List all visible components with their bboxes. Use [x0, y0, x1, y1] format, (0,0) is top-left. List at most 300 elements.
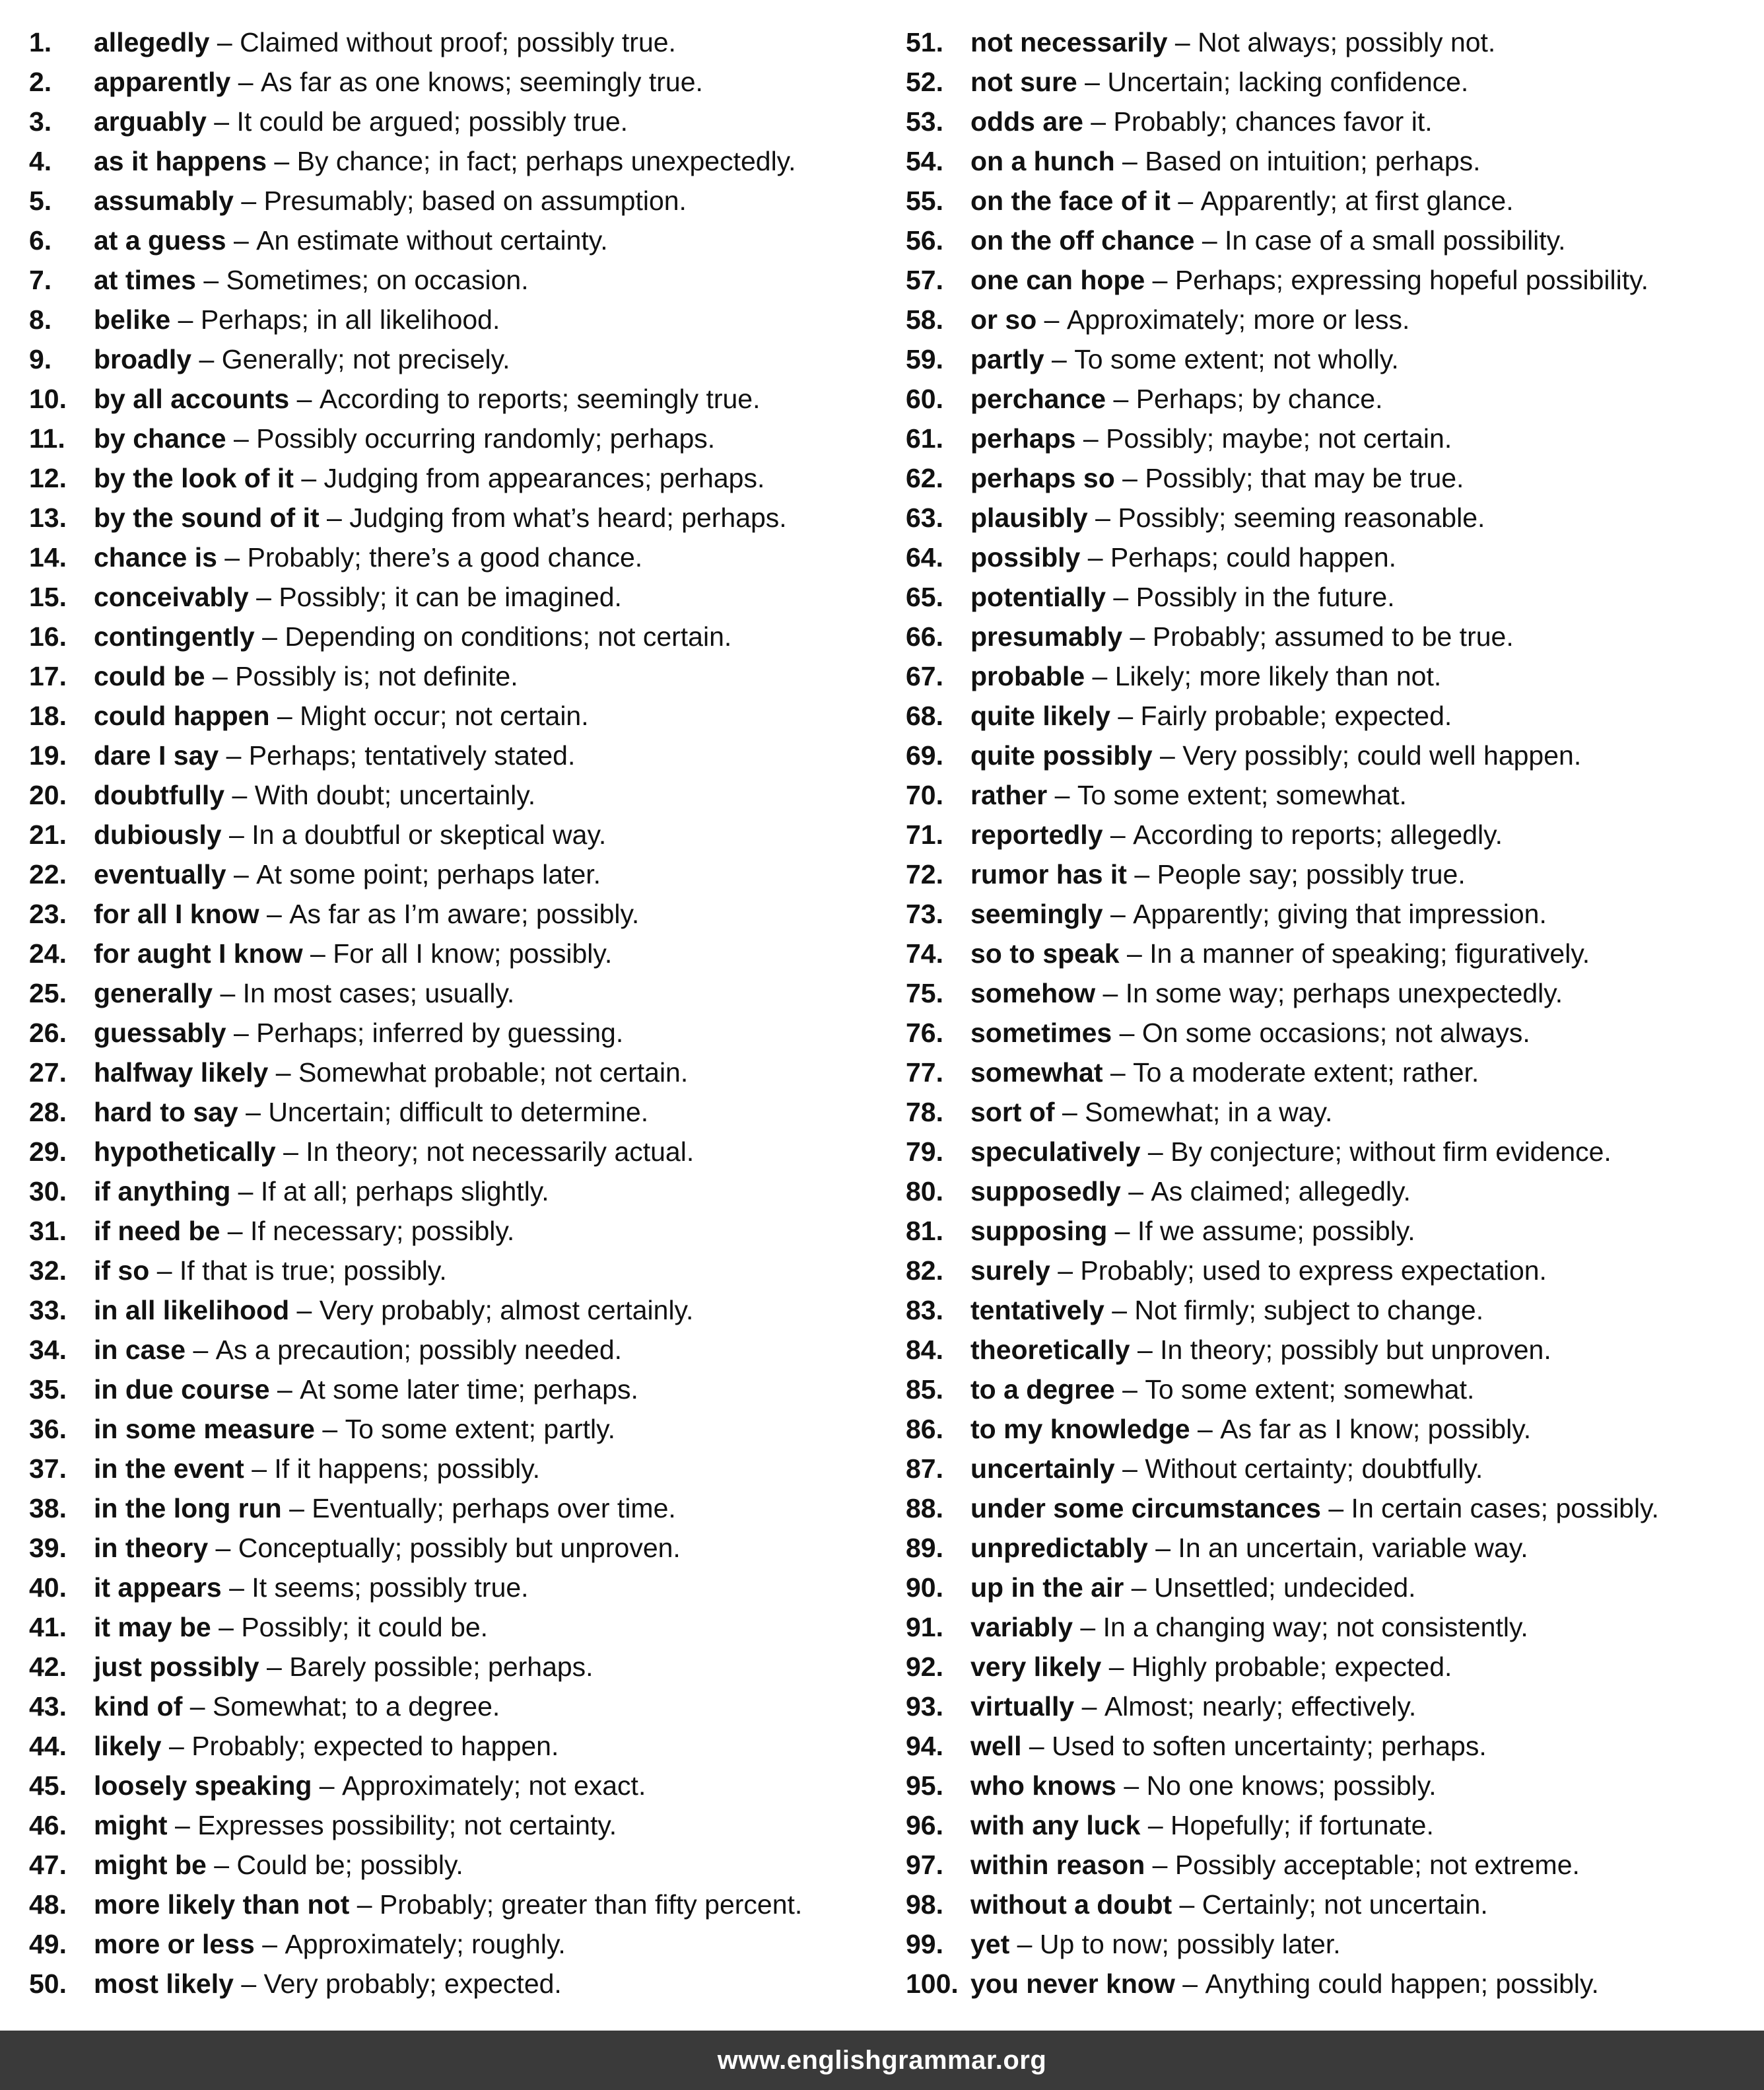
item-number: 64. — [906, 542, 943, 573]
list-item — [906, 300, 1757, 339]
item-term: variably — [970, 1612, 1073, 1642]
item-definition: Sometimes; on occasion. — [226, 265, 529, 295]
item-definition: In certain cases; possibly. — [1351, 1493, 1659, 1523]
item-definition: Approximately; roughly. — [285, 1929, 566, 1959]
item-term: more or less — [94, 1929, 255, 1959]
item-dash: – — [1050, 1255, 1081, 1286]
item-dash: – — [1147, 1533, 1178, 1563]
item-dash: – — [1106, 582, 1136, 612]
item-definition: Possibly; it can be imagined. — [279, 582, 622, 612]
item-term: perchance — [970, 384, 1106, 414]
item-dash: – — [1320, 1493, 1351, 1523]
item-definition: As a precaution; possibly needed. — [215, 1335, 623, 1365]
item-dash: – — [170, 304, 201, 335]
item-term: apparently — [94, 67, 231, 97]
list-item — [29, 1845, 874, 1885]
item-term: yet — [970, 1929, 1010, 1959]
item-dash: – — [217, 542, 248, 573]
item-term: belike — [94, 304, 171, 335]
item-dash: – — [248, 582, 279, 612]
item-dash: – — [1120, 1176, 1151, 1206]
item-number: 58. — [906, 304, 943, 335]
list-item — [906, 62, 1757, 102]
list-item — [906, 973, 1757, 1013]
item-number: 83. — [906, 1295, 943, 1325]
item-number: 40. — [29, 1572, 67, 1603]
item-dash: – — [1080, 542, 1110, 573]
item-definition: Probably; there’s a good chance. — [247, 542, 643, 573]
item-number: 12. — [29, 463, 67, 493]
list-item — [29, 577, 874, 617]
item-number: 20. — [29, 780, 67, 810]
item-dash: – — [1140, 1810, 1171, 1840]
item-definition: According to reports; allegedly. — [1133, 819, 1503, 850]
item-definition: People say; possibly true. — [1157, 859, 1466, 889]
item-term: unpredictably — [970, 1533, 1148, 1563]
item-term: if so — [94, 1255, 150, 1286]
item-number: 52. — [906, 67, 943, 97]
item-term: on the off chance — [970, 225, 1195, 256]
list-item — [29, 339, 874, 379]
item-number: 46. — [29, 1810, 67, 1840]
item-term: well — [970, 1731, 1022, 1761]
item-dash: – — [1106, 384, 1136, 414]
item-dash: – — [1145, 265, 1175, 295]
item-term: it may be — [94, 1612, 211, 1642]
item-definition: Apparently; giving that impression. — [1133, 899, 1547, 929]
item-term: at a guess — [94, 225, 226, 256]
item-definition: Presumably; based on assumption. — [263, 186, 687, 216]
item-term: in the long run — [94, 1493, 282, 1523]
item-number: 77. — [906, 1057, 943, 1088]
item-number: 76. — [906, 1018, 943, 1048]
item-dash: – — [167, 1810, 198, 1840]
item-dash: – — [1119, 938, 1150, 969]
item-dash: – — [1047, 780, 1077, 810]
list-item — [29, 300, 874, 339]
item-definition: Barely possible; perhaps. — [289, 1652, 594, 1682]
item-definition: It could be argued; possibly true. — [236, 106, 628, 137]
list-item — [29, 419, 874, 458]
item-dash: – — [224, 780, 255, 810]
list-item — [29, 62, 874, 102]
item-term: supposedly — [970, 1176, 1121, 1206]
item-dash: – — [1102, 899, 1134, 929]
item-number: 5. — [29, 186, 52, 216]
item-dash: – — [209, 27, 240, 57]
list-item — [29, 934, 874, 973]
item-term: on a hunch — [970, 146, 1115, 176]
item-term: sometimes — [970, 1018, 1112, 1048]
item-dash: – — [205, 661, 236, 691]
list-item — [29, 894, 874, 934]
item-number: 79. — [906, 1136, 943, 1167]
item-number: 89. — [906, 1533, 943, 1563]
item-dash: – — [221, 819, 252, 850]
item-dash: – — [1114, 1374, 1145, 1405]
item-definition: Very probably; expected. — [263, 1968, 562, 1999]
item-number: 17. — [29, 661, 67, 691]
item-term: hypothetically — [94, 1136, 276, 1167]
item-dash: – — [281, 1493, 312, 1523]
item-definition: An estimate without certainty. — [256, 225, 608, 256]
item-dash: – — [226, 225, 257, 256]
item-dash: – — [1152, 740, 1183, 771]
item-term: in case — [94, 1335, 186, 1365]
item-definition: Approximately; not exact. — [342, 1770, 646, 1801]
list-item — [906, 538, 1757, 577]
item-number: 56. — [906, 225, 943, 256]
item-number: 27. — [29, 1057, 67, 1088]
item-term: likely — [94, 1731, 162, 1761]
item-number: 90. — [906, 1572, 943, 1603]
item-definition: By chance; in fact; perhaps unexpectedly. — [296, 146, 796, 176]
item-term: could happen — [94, 701, 270, 731]
item-term: broadly — [94, 344, 192, 374]
list-item — [906, 656, 1757, 696]
item-term: with any luck — [970, 1810, 1141, 1840]
item-number: 100. — [906, 1968, 959, 1999]
item-dash: – — [1145, 1850, 1175, 1880]
item-definition: To some extent; somewhat. — [1145, 1374, 1475, 1405]
item-dash: – — [269, 701, 300, 731]
list-item — [29, 1687, 874, 1726]
item-definition: For all I know; possibly. — [333, 938, 613, 969]
item-number: 1. — [29, 27, 52, 57]
item-dash: – — [244, 1453, 275, 1484]
list-item — [29, 1330, 874, 1370]
item-term: partly — [970, 344, 1044, 374]
item-number: 34. — [29, 1335, 67, 1365]
item-definition: Judging from appearances; perhaps. — [323, 463, 765, 493]
item-number: 74. — [906, 938, 943, 969]
item-definition: Expresses possibility; not certainty. — [197, 1810, 617, 1840]
item-term: doubtfully — [94, 780, 225, 810]
item-number: 67. — [906, 661, 943, 691]
item-definition: Not always; possibly not. — [1198, 27, 1496, 57]
item-dash: – — [208, 1533, 238, 1563]
item-term: somewhat — [970, 1057, 1103, 1088]
right-column — [906, 22, 1757, 2003]
item-term: possibly — [970, 542, 1081, 573]
list-item — [29, 1370, 874, 1409]
item-term: within reason — [970, 1850, 1145, 1880]
list-item — [29, 1964, 874, 2003]
item-definition: Eventually; perhaps over time. — [312, 1493, 676, 1523]
item-dash: – — [1083, 106, 1114, 137]
item-number: 38. — [29, 1493, 67, 1523]
item-number: 91. — [906, 1612, 943, 1642]
item-dash: – — [1172, 1889, 1202, 1920]
list-item — [29, 1171, 874, 1211]
item-term: speculatively — [970, 1136, 1141, 1167]
item-term: to a degree — [970, 1374, 1115, 1405]
item-definition: Might occur; not certain. — [300, 701, 589, 731]
item-definition: In a doubtful or skeptical way. — [252, 819, 607, 850]
list-item — [29, 696, 874, 736]
item-term: guessably — [94, 1018, 226, 1048]
item-term: kind of — [94, 1691, 183, 1722]
item-term: if anything — [94, 1176, 231, 1206]
item-number: 95. — [906, 1770, 943, 1801]
item-definition: No one knows; possibly. — [1146, 1770, 1437, 1801]
item-dash: – — [1110, 701, 1141, 731]
item-definition: Probably; chances favor it. — [1113, 106, 1433, 137]
item-dash: – — [1104, 1295, 1135, 1325]
item-dash: – — [226, 859, 257, 889]
item-dash: – — [206, 106, 237, 137]
list-item — [906, 1488, 1757, 1528]
item-number: 84. — [906, 1335, 943, 1365]
item-number: 97. — [906, 1850, 943, 1880]
footer-bar — [0, 2031, 1764, 2090]
item-number: 11. — [29, 423, 65, 454]
list-item — [906, 1251, 1757, 1290]
list-item — [906, 498, 1757, 538]
item-definition: Fairly probable; expected. — [1140, 701, 1452, 731]
list-item — [906, 1290, 1757, 1330]
item-term: plausibly — [970, 503, 1088, 533]
item-term: contingently — [94, 621, 255, 652]
item-definition: If at all; perhaps slightly. — [260, 1176, 549, 1206]
item-definition: If that is true; possibly. — [179, 1255, 447, 1286]
list-item — [906, 379, 1757, 419]
list-item — [906, 141, 1757, 181]
list-item — [29, 1132, 874, 1171]
item-definition: Probably; greater than fifty percent. — [379, 1889, 803, 1920]
item-number: 96. — [906, 1810, 943, 1840]
item-term: in all likelihood — [94, 1295, 290, 1325]
item-term: might — [94, 1810, 168, 1840]
list-item — [29, 22, 874, 62]
item-term: up in the air — [970, 1572, 1124, 1603]
item-definition: Probably; used to express expectation. — [1080, 1255, 1547, 1286]
item-definition: Perhaps; tentatively stated. — [248, 740, 576, 771]
item-number: 87. — [906, 1453, 943, 1484]
item-number: 60. — [906, 384, 943, 414]
item-term: reportedly — [970, 819, 1103, 850]
item-definition: Could be; possibly. — [236, 1850, 463, 1880]
item-definition: Possibly acceptable; not extreme. — [1174, 1850, 1580, 1880]
item-dash: – — [1122, 621, 1153, 652]
list-item — [29, 1053, 874, 1092]
list-item — [29, 1766, 874, 1805]
item-dash: – — [1101, 1652, 1132, 1682]
item-definition: If we assume; possibly. — [1137, 1216, 1415, 1246]
list-item — [906, 775, 1757, 815]
list-item — [906, 577, 1757, 617]
item-definition: Based on intuition; perhaps. — [1145, 146, 1481, 176]
item-term: seemingly — [970, 899, 1103, 929]
item-number: 31. — [29, 1216, 67, 1246]
item-term: uncertainly — [970, 1453, 1115, 1484]
item-definition: Judging from what’s heard; perhaps. — [349, 503, 787, 533]
item-dash: – — [1140, 1136, 1171, 1167]
item-number: 36. — [29, 1414, 67, 1444]
item-dash: – — [1021, 1731, 1052, 1761]
list-item — [29, 1885, 874, 1924]
item-number: 9. — [29, 344, 52, 374]
item-definition: Probably; expected to happen. — [191, 1731, 559, 1761]
item-dash: – — [1112, 1018, 1142, 1048]
item-term: if need be — [94, 1216, 220, 1246]
list-item — [29, 1528, 874, 1568]
list-item — [29, 1488, 874, 1528]
left-column — [0, 22, 874, 1997]
item-term: it appears — [94, 1572, 222, 1603]
item-dash: – — [302, 938, 333, 969]
item-term: chance is — [94, 542, 217, 573]
item-dash: – — [1075, 423, 1106, 454]
list-item — [906, 1766, 1757, 1805]
item-definition: Not firmly; subject to change. — [1134, 1295, 1484, 1325]
item-number: 70. — [906, 780, 943, 810]
list-item — [906, 1330, 1757, 1370]
item-dash: – — [1167, 27, 1198, 57]
item-number: 49. — [29, 1929, 67, 1959]
item-term: rather — [970, 780, 1048, 810]
item-number: 23. — [29, 899, 67, 929]
item-number: 92. — [906, 1652, 943, 1682]
list-item — [906, 1132, 1757, 1171]
item-number: 88. — [906, 1493, 943, 1523]
list-item — [906, 1885, 1757, 1924]
item-term: to my knowledge — [970, 1414, 1190, 1444]
item-definition: Probably; assumed to be true. — [1152, 621, 1514, 652]
item-dash: – — [289, 1295, 320, 1325]
item-number: 69. — [906, 740, 943, 771]
item-definition: Very probably; almost certainly. — [319, 1295, 694, 1325]
list-item — [29, 221, 874, 260]
list-item — [906, 22, 1757, 62]
item-definition: As claimed; allegedly. — [1151, 1176, 1411, 1206]
item-number: 48. — [29, 1889, 67, 1920]
list-item — [29, 1092, 874, 1132]
item-dash: – — [293, 463, 324, 493]
item-number: 61. — [906, 423, 943, 454]
list-item — [29, 973, 874, 1013]
item-term: by the sound of it — [94, 503, 320, 533]
item-definition: To some extent; partly. — [345, 1414, 616, 1444]
left-term-list — [29, 22, 874, 2003]
item-number: 13. — [29, 503, 67, 533]
item-definition: Apparently; at first glance. — [1200, 186, 1514, 216]
item-definition: Possibly; seeming reasonable. — [1118, 503, 1485, 533]
item-definition: To some extent; somewhat. — [1077, 780, 1407, 810]
item-term: rumor has it — [970, 859, 1127, 889]
item-term: odds are — [970, 106, 1083, 137]
item-term: might be — [94, 1850, 207, 1880]
item-definition: Possibly; that may be true. — [1145, 463, 1464, 493]
list-item — [29, 656, 874, 696]
item-definition: Approximately; more or less. — [1066, 304, 1410, 335]
list-item — [29, 854, 874, 894]
item-number: 2. — [29, 67, 52, 97]
list-item — [29, 1607, 874, 1647]
item-term: could be — [94, 661, 205, 691]
item-term: for aught I know — [94, 938, 303, 969]
item-number: 19. — [29, 740, 67, 771]
list-item — [29, 1647, 874, 1687]
item-dash: – — [254, 1929, 285, 1959]
item-dash: – — [1074, 1691, 1104, 1722]
item-number: 10. — [29, 384, 67, 414]
item-dash: – — [195, 265, 226, 295]
item-number: 45. — [29, 1770, 67, 1801]
item-number: 50. — [29, 1968, 67, 1999]
item-definition: In a manner of speaking; figuratively. — [1149, 938, 1590, 969]
item-definition: Perhaps; expressing hopeful possibility. — [1174, 265, 1648, 295]
item-definition: Generally; not precisely. — [221, 344, 510, 374]
item-term: not necessarily — [970, 27, 1168, 57]
item-definition: Perhaps; could happen. — [1110, 542, 1397, 573]
item-dash: – — [1126, 859, 1157, 889]
item-definition: In theory; possibly but unproven. — [1160, 1335, 1551, 1365]
list-item — [29, 815, 874, 854]
item-number: 15. — [29, 582, 67, 612]
list-item — [29, 1013, 874, 1053]
list-item — [906, 894, 1757, 934]
item-definition: In some way; perhaps unexpectedly. — [1125, 978, 1563, 1008]
item-term: on the face of it — [970, 186, 1170, 216]
item-term: in theory — [94, 1533, 209, 1563]
item-dash: – — [312, 1770, 342, 1801]
list-item — [29, 1568, 874, 1607]
item-dash: – — [1102, 1057, 1134, 1088]
item-term: supposing — [970, 1216, 1108, 1246]
item-dash: – — [315, 1414, 345, 1444]
item-term: somehow — [970, 978, 1096, 1008]
item-term: most likely — [94, 1968, 234, 1999]
item-term: as it happens — [94, 146, 267, 176]
item-number: 82. — [906, 1255, 943, 1286]
item-dash: – — [238, 1097, 269, 1127]
item-dash: – — [1077, 67, 1108, 97]
item-definition: In theory; not necessarily actual. — [306, 1136, 695, 1167]
list-item — [29, 498, 874, 538]
item-number: 8. — [29, 304, 52, 335]
item-definition: Somewhat probable; not certain. — [298, 1057, 689, 1088]
item-number: 44. — [29, 1731, 67, 1761]
item-number: 98. — [906, 1889, 943, 1920]
item-number: 29. — [29, 1136, 67, 1167]
item-number: 7. — [29, 265, 52, 295]
item-dash: – — [226, 423, 257, 454]
item-definition: Highly probable; expected. — [1131, 1652, 1452, 1682]
item-dash: – — [1174, 1968, 1205, 1999]
item-dash: – — [213, 978, 243, 1008]
item-definition: If it happens; possibly. — [274, 1453, 541, 1484]
item-number: 35. — [29, 1374, 67, 1405]
item-number: 73. — [906, 899, 943, 929]
item-definition: In case of a small possibility. — [1225, 225, 1566, 256]
item-term: assumably — [94, 186, 234, 216]
item-dash: – — [1095, 978, 1126, 1008]
item-dash: – — [230, 67, 261, 97]
item-dash: – — [1085, 661, 1115, 691]
list-item — [906, 1805, 1757, 1845]
item-dash: – — [1044, 344, 1075, 374]
item-number: 63. — [906, 503, 943, 533]
item-dash: – — [269, 1374, 300, 1405]
item-number: 25. — [29, 978, 67, 1008]
item-dash: – — [1107, 1216, 1137, 1246]
item-term: virtually — [970, 1691, 1075, 1722]
item-term: quite likely — [970, 701, 1110, 731]
item-term: conceivably — [94, 582, 249, 612]
list-item — [29, 141, 874, 181]
item-term: probable — [970, 661, 1085, 691]
